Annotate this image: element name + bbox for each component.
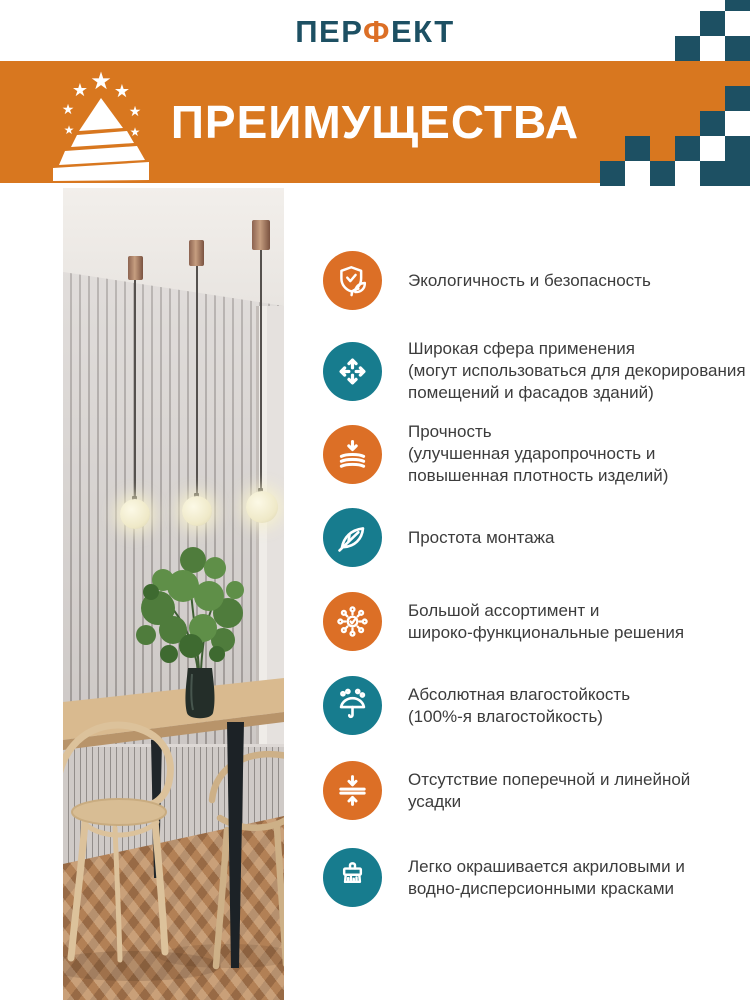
interior-photo [63, 188, 284, 1000]
checker-square [725, 136, 750, 161]
banner-title: ПРЕИМУЩЕСТВА [170, 96, 580, 148]
checker-square [725, 36, 750, 61]
checker-square [700, 11, 725, 36]
feature-item [323, 421, 743, 487]
feature-item [323, 848, 743, 907]
star-icon: ★ [113, 81, 131, 101]
feature-text: Легко окрашивается акриловыми и водно-дисперсионными красками [408, 856, 685, 898]
checker-square [725, 111, 750, 136]
checker-square [650, 161, 675, 186]
checker-square [675, 36, 700, 61]
star-icon: ★ [71, 80, 89, 100]
paint-brush-icon [323, 848, 382, 907]
checker-square [725, 86, 750, 111]
star-icon: ★ [90, 68, 112, 95]
checker-square [625, 136, 650, 161]
feature-text: Экологичность и безопасность [408, 270, 651, 290]
star-icon: ★ [128, 103, 142, 119]
checker-square [700, 136, 725, 161]
shield-leaf-icon [323, 251, 382, 310]
feature-item [323, 338, 746, 404]
checker-square [700, 111, 725, 136]
feature-text: Абсолютная влагостойкость (100%-я влагостойкость) [408, 684, 631, 726]
checker-square [675, 161, 700, 186]
expand-arrows-icon [323, 342, 382, 401]
vase [185, 668, 214, 718]
feature-text: Простота монтажа [408, 527, 555, 547]
star-icon: ★ [129, 125, 141, 139]
feature-text: Отсутствие поперечной и линейной усадки [408, 769, 691, 811]
checker-square [725, 0, 750, 11]
tree-stars-logo [50, 70, 152, 182]
feature-item [323, 508, 743, 567]
brand-logo-pre: ПЕР [295, 14, 363, 49]
star-icon: ★ [63, 123, 75, 137]
brand-logo [0, 14, 750, 50]
feature-item [323, 592, 743, 651]
umbrella-rain-icon [323, 676, 382, 735]
checker-square [675, 136, 700, 161]
feature-text: Прочность (улучшенная ударопрочность и повышенная плотность изделий) [408, 422, 669, 485]
feature-item [323, 761, 743, 820]
checker-square [625, 161, 650, 186]
brand-logo-accent: Ф [362, 14, 391, 49]
bentwood-chair-back [212, 754, 284, 966]
checker-square [700, 161, 725, 186]
furniture-scene [63, 188, 284, 1000]
assortment-burst-icon [323, 592, 382, 651]
feature-text: Широкая сфера применения (могут использоваться для декорирования помещений и фасадов зданий) [408, 339, 746, 402]
compression-layers-icon [323, 425, 382, 484]
tree-icon [50, 96, 152, 182]
star-icon: ★ [61, 101, 75, 117]
feature-item [323, 251, 743, 310]
feature-item [323, 676, 743, 735]
feather-icon [323, 508, 382, 567]
checker-square [600, 161, 625, 186]
brand-logo-post: ЕКТ [390, 14, 455, 49]
feature-text: Большой ассортимент и широко-функциональные решения [408, 600, 685, 642]
converging-arrows-icon [323, 761, 382, 820]
checker-square [725, 161, 750, 186]
chair-seat [72, 799, 166, 825]
